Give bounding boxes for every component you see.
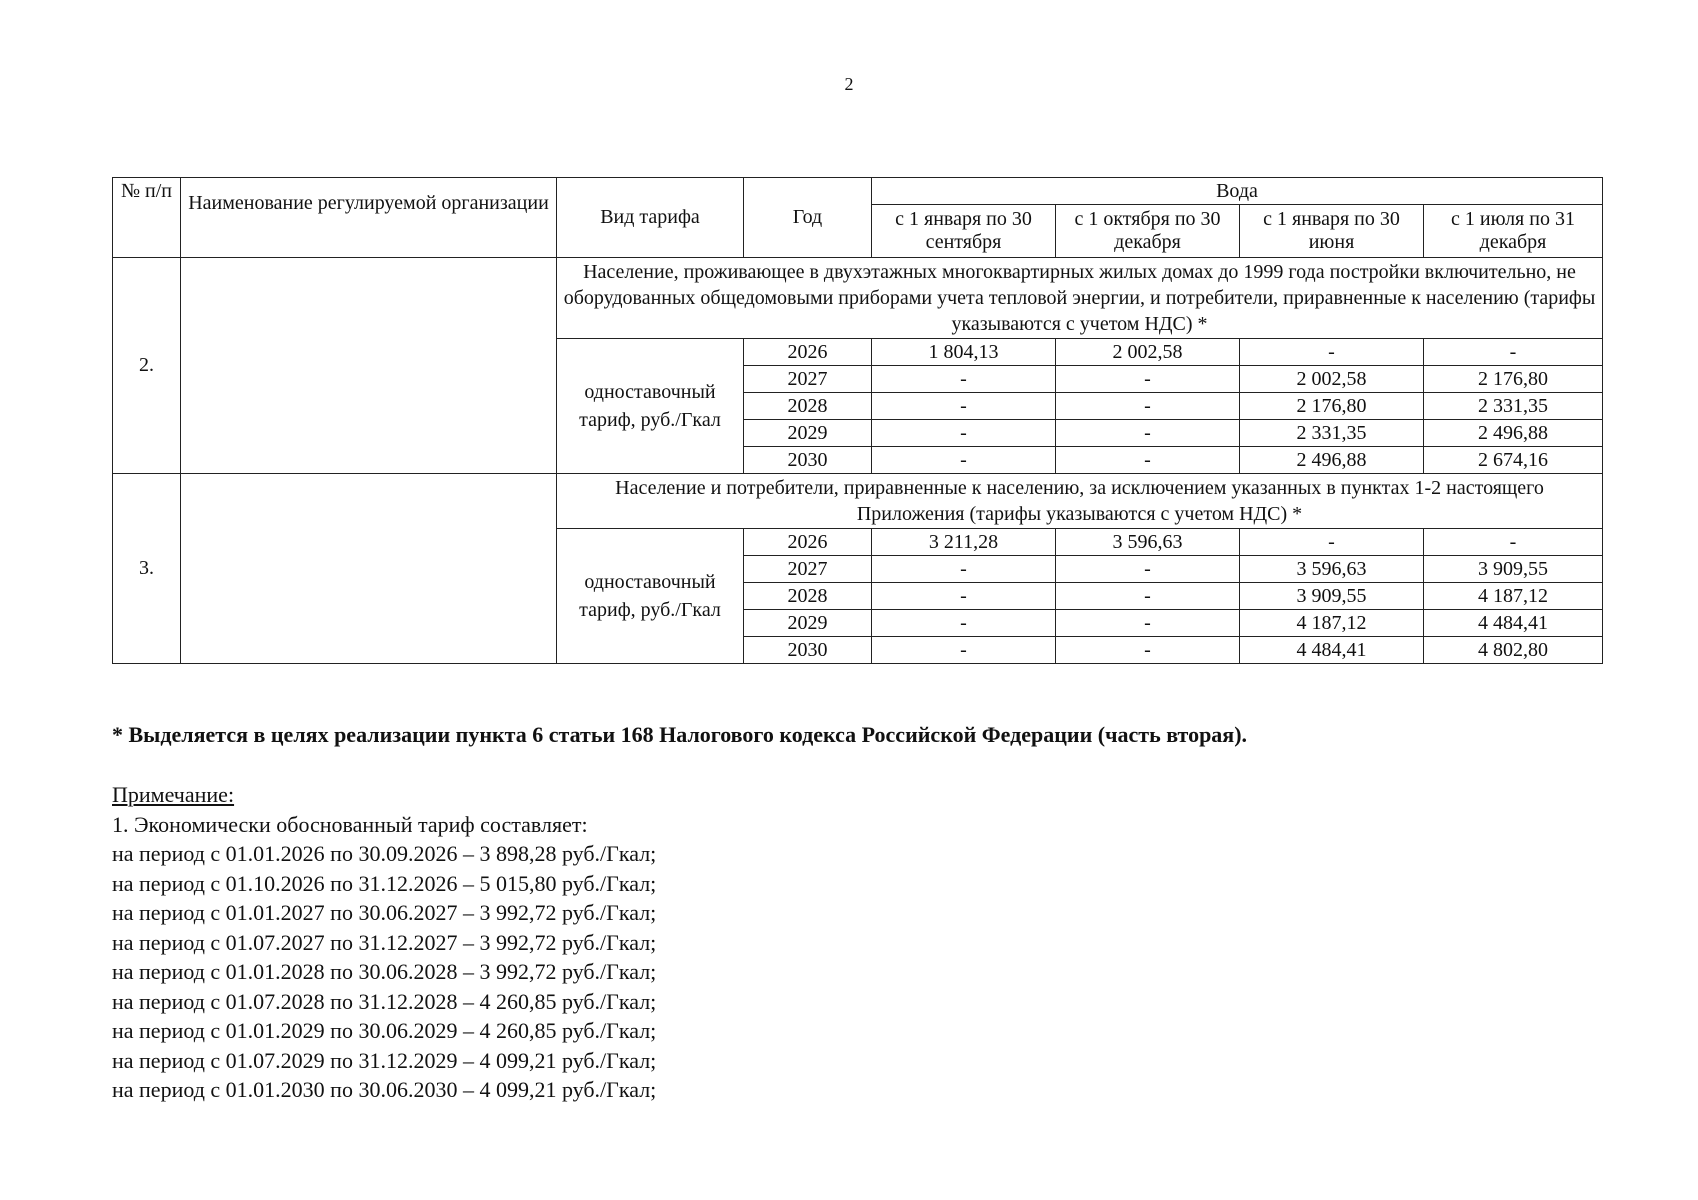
value-cell: - xyxy=(872,583,1056,610)
note-line: на период с 01.07.2029 по 31.12.2029 – 4 099,21 руб./Гкал; xyxy=(112,1047,657,1073)
value-cell: - xyxy=(1056,393,1240,420)
note-lines xyxy=(112,839,656,1105)
value-cell: 2 002,58 xyxy=(1056,339,1240,366)
value-cell: 2 674,16 xyxy=(1424,447,1603,474)
year-cell: 2030 xyxy=(744,447,872,474)
header-num: № п/п xyxy=(113,178,181,258)
organization-cell xyxy=(181,258,557,474)
value-cell: 2 496,88 xyxy=(1424,420,1603,447)
value-cell: 2 496,88 xyxy=(1240,447,1424,474)
value-cell: 4 187,12 xyxy=(1424,583,1603,610)
header-tariff-type: Вид тарифа xyxy=(557,178,744,258)
value-cell: - xyxy=(1056,556,1240,583)
value-cell: 1 804,13 xyxy=(872,339,1056,366)
page-number: 2 xyxy=(844,74,854,94)
row-number: 2. xyxy=(113,258,181,474)
note-block xyxy=(112,780,656,1105)
note-line: на период с 01.01.2027 по 30.06.2027 – 3 992,72 руб./Гкал; xyxy=(112,900,657,925)
value-cell: 4 484,41 xyxy=(1424,610,1603,637)
value-cell: - xyxy=(1056,610,1240,637)
value-cell: - xyxy=(872,447,1056,474)
value-cell: 4 484,41 xyxy=(1240,637,1424,664)
year-cell: 2030 xyxy=(744,637,872,664)
value-cell: 2 176,80 xyxy=(1240,393,1424,420)
value-cell: 3 596,63 xyxy=(1056,529,1240,556)
year-cell: 2029 xyxy=(744,610,872,637)
header-period: с 1 января по 30 июня xyxy=(1240,205,1424,258)
year-cell: 2028 xyxy=(744,393,872,420)
value-cell: 2 176,80 xyxy=(1424,366,1603,393)
note-line: на период с 01.07.2028 по 31.12.2028 – 4 260,85 руб./Гкал; xyxy=(112,988,657,1014)
value-cell: - xyxy=(1056,637,1240,664)
value-cell: - xyxy=(872,610,1056,637)
value-cell: 3 909,55 xyxy=(1240,583,1424,610)
note-line: на период с 01.01.2029 по 30.06.2029 – 4 260,85 руб./Гкал; xyxy=(112,1018,657,1043)
value-cell: 3 596,63 xyxy=(1240,556,1424,583)
value-cell: - xyxy=(872,393,1056,420)
value-cell: - xyxy=(872,420,1056,447)
header-period: с 1 октября по 30 декабря xyxy=(1056,205,1240,258)
header-org: Наименование регулируемой организации xyxy=(181,178,557,258)
year-cell: 2027 xyxy=(744,366,872,393)
organization-cell xyxy=(181,474,557,664)
note-line: на период с 01.10.2026 по 31.12.2026 – 5 015,80 руб./Гкал; xyxy=(112,870,657,896)
note-line: на период с 01.01.2030 по 30.06.2030 – 4 099,21 руб./Гкал; xyxy=(112,1077,657,1102)
tariff-table xyxy=(112,177,1603,664)
value-cell: 4 802,80 xyxy=(1424,637,1603,664)
note-line: на период с 01.01.2028 по 30.06.2028 – 3 992,72 руб./Гкал; xyxy=(112,959,657,984)
value-cell: - xyxy=(872,637,1056,664)
value-cell: 2 331,35 xyxy=(1424,393,1603,420)
header-period: с 1 июля по 31 декабря xyxy=(1424,205,1603,258)
year-cell: 2027 xyxy=(744,556,872,583)
note-line: на период с 01.01.2026 по 30.09.2026 – 3 898,28 руб./Гкал; xyxy=(112,841,657,866)
footnote: * Выделяется в целях реализации пункта 6 статьи 168 Налогового кодекса Российской Федерации (часть вторая). xyxy=(112,722,1248,747)
value-cell: - xyxy=(1240,529,1424,556)
value-cell: 3 211,28 xyxy=(872,529,1056,556)
year-cell: 2028 xyxy=(744,583,872,610)
value-cell: - xyxy=(872,366,1056,393)
tariff-type-cell: одноставочный тариф, руб./Гкал xyxy=(557,529,744,664)
value-cell: - xyxy=(1240,339,1424,366)
tariff-type-cell: одноставочный тариф, руб./Гкал xyxy=(557,339,744,474)
value-cell: - xyxy=(1056,366,1240,393)
note-line: на период с 01.07.2027 по 31.12.2027 – 3 992,72 руб./Гкал; xyxy=(112,929,657,955)
header-period: с 1 января по 30 сентября xyxy=(872,205,1056,258)
group-title: Население, проживающее в двухэтажных многоквартирных жилых домах до 1999 года постройки включительно, не оборудованных общедомовыми приборами учета тепловой энергии, и потребители, приравненные к населению (тарифы указываются с учетом НДС) * xyxy=(557,258,1603,339)
value-cell: - xyxy=(1056,447,1240,474)
note-title: Примечание: xyxy=(112,782,235,807)
value-cell: - xyxy=(872,556,1056,583)
header-year: Год xyxy=(744,178,872,258)
row-number: 3. xyxy=(113,474,181,664)
group-title: Население и потребители, приравненные к населению, за исключением указанных в пунктах 1-2 настоящего Приложения (тарифы указываются с учетом НДС) * xyxy=(557,474,1603,529)
header-water: Вода xyxy=(872,178,1603,205)
note-intro: 1. Экономически обоснованный тариф составляет: xyxy=(112,811,588,837)
value-cell: 3 909,55 xyxy=(1424,556,1603,583)
value-cell: - xyxy=(1056,583,1240,610)
value-cell: 2 331,35 xyxy=(1240,420,1424,447)
year-cell: 2026 xyxy=(744,339,872,366)
year-cell: 2026 xyxy=(744,529,872,556)
value-cell: 4 187,12 xyxy=(1240,610,1424,637)
value-cell: - xyxy=(1056,420,1240,447)
year-cell: 2029 xyxy=(744,420,872,447)
value-cell: - xyxy=(1424,339,1603,366)
value-cell: - xyxy=(1424,529,1603,556)
value-cell: 2 002,58 xyxy=(1240,366,1424,393)
